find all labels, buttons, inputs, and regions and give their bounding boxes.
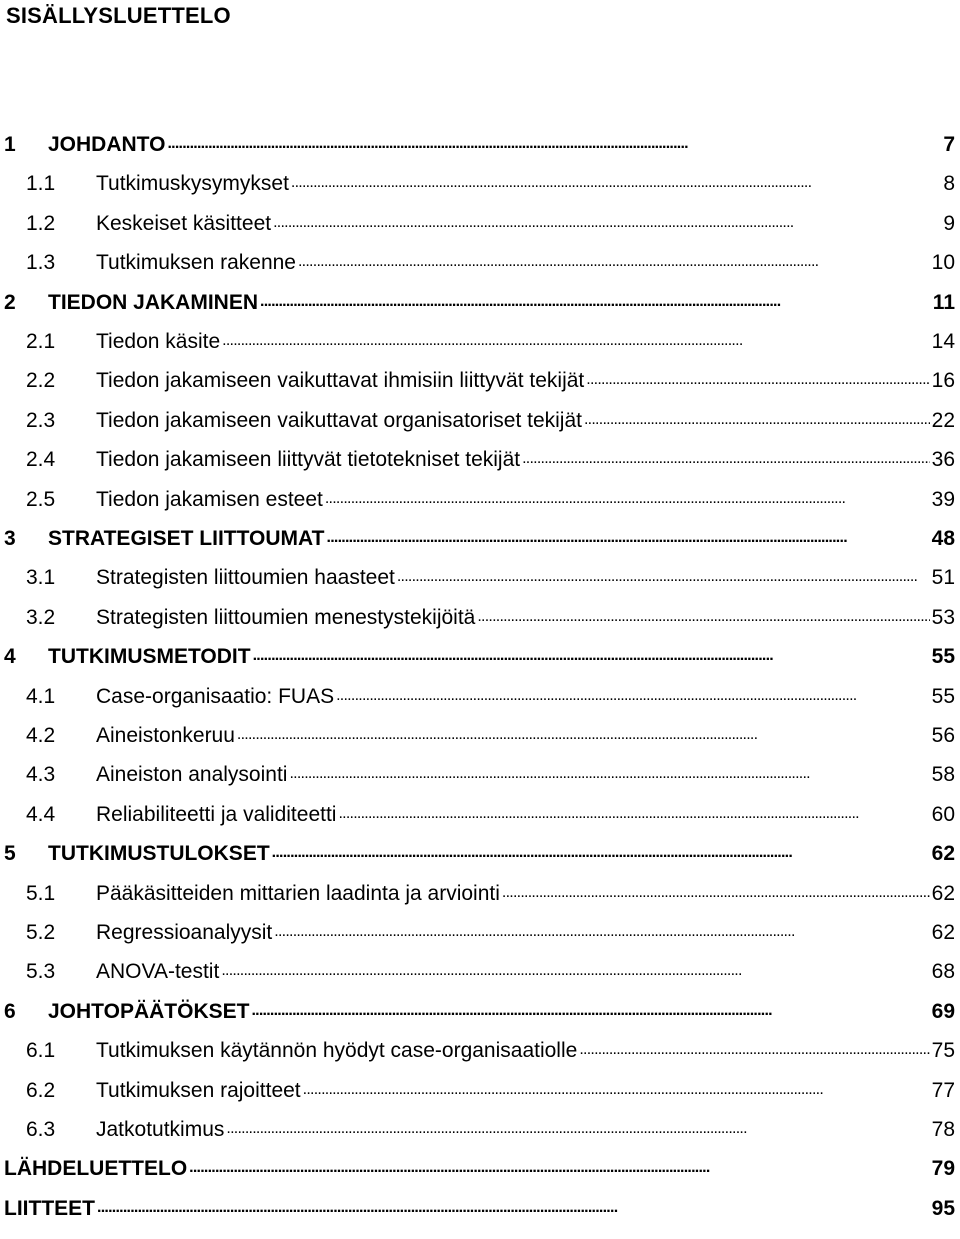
- toc-entry[interactable]: [0, 1189, 960, 1229]
- toc-entry[interactable]: [0, 795, 960, 835]
- toc-entry-page-number: 62: [931, 921, 955, 944]
- toc-dot-leader: [260, 292, 931, 312]
- toc-entry-number: 6.2: [26, 1078, 56, 1102]
- toc-dot-leader: [298, 252, 930, 272]
- toc-entry-title: Tiedon jakamiseen vaikuttavat organisatoriset tekijät: [96, 408, 582, 432]
- toc-entry[interactable]: [0, 1149, 960, 1189]
- toc-entry-title: Keskeiset käsitteet: [96, 211, 272, 235]
- toc-entry-title: Pääkäsitteiden mittarien laadinta ja arviointi: [96, 881, 500, 905]
- toc-entry[interactable]: [0, 992, 960, 1032]
- toc-entry-number: 4: [4, 645, 16, 669]
- toc-entry-page-number: 62: [931, 881, 955, 905]
- toc-entry-page-number: 62: [931, 842, 955, 866]
- toc-dot-leader: [167, 134, 941, 154]
- toc-entry[interactable]: [0, 952, 960, 992]
- toc-entry-number: 6.1: [26, 1039, 56, 1063]
- toc-entry-number: 2: [4, 290, 16, 314]
- toc-entry-title: Tiedon jakamiseen vaikuttavat ihmisiin liittyvät tekijät: [96, 369, 585, 393]
- toc-entry-number: 1: [4, 133, 16, 156]
- toc-entry-page-number: 36: [931, 448, 955, 472]
- toc-entry-number: 5: [4, 842, 16, 866]
- toc-entry-number: 2.3: [26, 408, 56, 432]
- toc-entry-number: 4.4: [26, 802, 56, 826]
- toc-entry-title: TUTKIMUSMETODIT: [48, 645, 251, 669]
- toc-entry-number: 3.2: [26, 605, 56, 629]
- toc-dot-leader: [289, 764, 929, 784]
- toc-entry-page-number: 10: [931, 251, 955, 275]
- toc-entry[interactable]: [0, 401, 960, 441]
- toc-entry-page-number: 69: [931, 999, 955, 1023]
- toc-entry[interactable]: [0, 834, 960, 874]
- toc-entry-page-number: 51: [931, 566, 955, 590]
- toc-entry-number: 2.5: [26, 487, 56, 511]
- toc-dot-leader: [327, 528, 930, 548]
- toc-entry-title: LIITTEET: [4, 1196, 95, 1220]
- toc-dot-leader: [586, 370, 929, 390]
- toc-entry-title: Tutkimuksen rajoitteet: [96, 1078, 301, 1102]
- toc-entry-page-number: 58: [931, 763, 955, 787]
- toc-entry[interactable]: [0, 677, 960, 717]
- toc-entry-number: 1.3: [26, 251, 56, 275]
- toc-entry-title: Strategisten liittoumien haasteet: [96, 566, 395, 590]
- toc-dot-leader: [251, 1001, 929, 1021]
- toc-entry-page-number: 8: [943, 172, 955, 196]
- toc-entry-title: Tutkimuksen rakenne: [96, 251, 296, 275]
- toc-entry-number: 2.2: [26, 369, 56, 393]
- toc-entry-number: 5.3: [26, 960, 56, 984]
- toc-dot-leader: [253, 646, 930, 666]
- page-title: SISÄLLYSLUETTELO: [6, 3, 231, 28]
- toc-dot-leader: [584, 410, 930, 430]
- toc-entry-number: 4.1: [26, 684, 56, 708]
- toc-entry-page-number: 60: [931, 802, 955, 826]
- toc-entry-title: Tutkimuskysymykset: [96, 172, 289, 196]
- toc-dot-leader: [189, 1158, 929, 1178]
- toc-entry[interactable]: [0, 874, 960, 914]
- toc-entry-page-number: 39: [931, 487, 955, 511]
- toc-dot-leader: [221, 961, 929, 981]
- toc-entry[interactable]: [0, 637, 960, 677]
- toc-entry[interactable]: [0, 283, 960, 323]
- toc-entry-page-number: 68: [931, 960, 955, 984]
- toc-entry-title: Tiedon jakamisen esteet: [96, 487, 323, 511]
- toc-entry[interactable]: [0, 519, 960, 559]
- toc-entry[interactable]: [0, 598, 960, 638]
- toc-entry-title: JOHDANTO: [48, 133, 166, 156]
- toc-entry-title: Regressioanalyysit: [96, 921, 273, 944]
- toc-entry[interactable]: [0, 480, 960, 520]
- toc-entry-number: 4.3: [26, 763, 56, 787]
- toc-dot-leader: [397, 567, 930, 587]
- toc-entry-page-number: 55: [931, 645, 955, 669]
- toc-dot-leader: [222, 331, 930, 351]
- toc-entry-page-number: 77: [931, 1078, 955, 1102]
- toc-entry-title: Tiedon käsite: [96, 330, 221, 353]
- toc-entry-title: JOHTOPÄÄTÖKSET: [48, 999, 250, 1023]
- toc-entry-number: 3.1: [26, 566, 56, 590]
- toc-entry[interactable]: [0, 361, 960, 401]
- toc-entry[interactable]: [0, 164, 960, 204]
- toc-entry-page-number: 7: [943, 133, 955, 156]
- toc-entry-title: Aineiston analysointi: [96, 763, 288, 787]
- toc-entry-title: Strategisten liittoumien menestystekijöitä: [96, 605, 476, 629]
- toc-entry-title: TUTKIMUSTULOKSET: [48, 842, 270, 866]
- toc-entry[interactable]: [0, 322, 960, 362]
- toc-entry-page-number: 56: [931, 724, 955, 747]
- toc-entry[interactable]: [0, 913, 960, 953]
- toc-entry-title: Reliabiliteetti ja validiteetti: [96, 802, 337, 826]
- toc-dot-leader: [477, 607, 929, 627]
- toc-dot-leader: [97, 1198, 930, 1218]
- toc-entry-page-number: 95: [931, 1196, 955, 1220]
- toc-entry[interactable]: [0, 440, 960, 480]
- toc-entry-number: 5.2: [26, 921, 56, 944]
- toc-entry-page-number: 16: [931, 369, 955, 393]
- toc-entry-title: LÄHDELUETTELO: [4, 1157, 188, 1181]
- toc-entry-title: Tutkimuksen käytännön hyödyt case-organisaatiolle: [96, 1039, 578, 1063]
- toc-dot-leader: [336, 686, 930, 706]
- toc-entry-title: ANOVA-testit: [96, 960, 220, 984]
- toc-entry-page-number: 53: [931, 605, 955, 629]
- toc-entry[interactable]: [0, 1071, 960, 1111]
- toc-dot-leader: [273, 213, 941, 233]
- toc-entry-page-number: 9: [943, 211, 955, 235]
- toc-dot-leader: [325, 489, 930, 509]
- toc-dot-leader: [522, 449, 930, 469]
- toc-entry-number: 1.2: [26, 211, 56, 235]
- toc-entry-number: 2.4: [26, 448, 56, 472]
- toc-entry-page-number: 11: [932, 290, 955, 314]
- toc-entry[interactable]: [0, 243, 960, 283]
- toc-entry[interactable]: [0, 1031, 960, 1071]
- toc-dot-leader: [274, 922, 929, 942]
- toc-entry[interactable]: [0, 125, 960, 165]
- toc-entry-number: 2.1: [26, 330, 56, 353]
- toc-entry-page-number: 79: [931, 1157, 955, 1181]
- toc-entry-page-number: 48: [931, 527, 955, 550]
- toc-entry-number: 4.2: [26, 724, 56, 747]
- toc-entry-title: STRATEGISET LIITTOUMAT: [48, 527, 325, 550]
- toc-entry-title: Tiedon jakamiseen liittyvät tietotekniset tekijät: [96, 448, 521, 472]
- toc-dot-leader: [579, 1040, 929, 1060]
- toc-entry-page-number: 14: [931, 330, 955, 353]
- toc-entry-page-number: 75: [931, 1039, 955, 1063]
- toc-entry[interactable]: [0, 755, 960, 795]
- toc-dot-leader: [237, 725, 930, 745]
- toc-dot-leader: [291, 173, 941, 193]
- toc-entry[interactable]: [0, 1110, 960, 1150]
- toc-dot-leader: [502, 883, 930, 903]
- toc-entry-page-number: 22: [931, 408, 955, 432]
- toc-entry[interactable]: [0, 204, 960, 244]
- toc-entry-page-number: 55: [931, 684, 955, 708]
- toc-entry-number: 1.1: [26, 172, 56, 196]
- toc-entry-title: Aineistonkeruu: [96, 724, 235, 747]
- toc-entry-title: TIEDON JAKAMINEN: [48, 290, 259, 314]
- toc-entry-number: 6.3: [26, 1118, 56, 1141]
- toc-entry-number: 5.1: [26, 881, 56, 905]
- toc-dot-leader: [303, 1080, 930, 1100]
- toc-entry[interactable]: [0, 716, 960, 756]
- toc-dot-leader: [272, 843, 930, 863]
- toc-dot-leader: [226, 1119, 929, 1139]
- toc-entry-number: 6: [4, 999, 16, 1023]
- toc-entry-page-number: 78: [931, 1118, 955, 1141]
- toc-entry-title: Jatkotutkimus: [96, 1118, 225, 1141]
- toc-entry-number: 3: [4, 527, 16, 550]
- toc-dot-leader: [338, 804, 929, 824]
- toc-entry[interactable]: [0, 558, 960, 598]
- toc-entry-title: Case-organisaatio: FUAS: [96, 684, 335, 708]
